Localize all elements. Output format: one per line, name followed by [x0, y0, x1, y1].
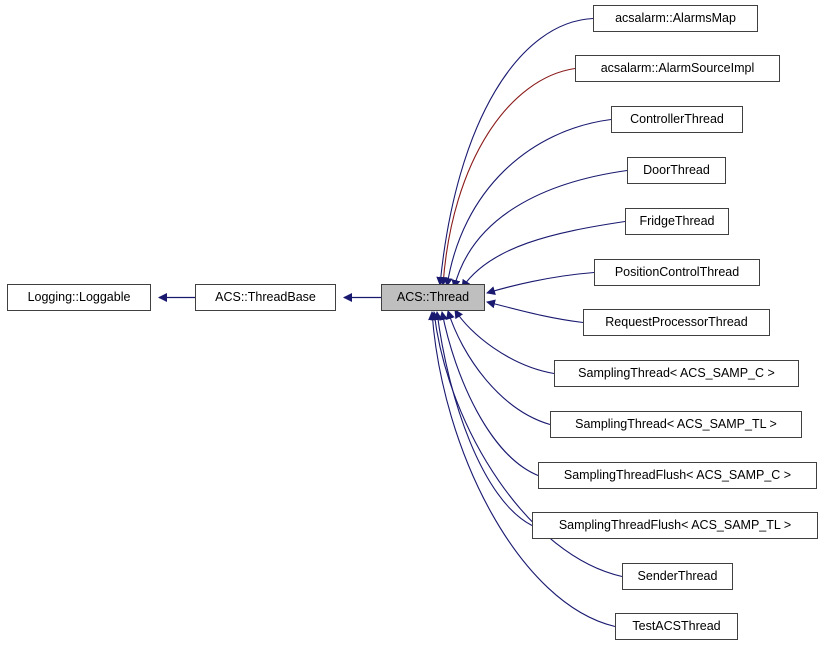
edge-controllerthread-thread [447, 120, 611, 287]
node-label: SamplingThread< ACS_SAMP_C > [578, 366, 775, 381]
edge-samplingthread-c-thread [455, 310, 554, 374]
node-label: acsalarm::AlarmSourceImpl [600, 61, 755, 76]
node-label: ControllerThread [630, 112, 724, 127]
edge-requestprocessorthread-thread [487, 302, 583, 323]
node-label: RequestProcessorThread [605, 315, 748, 330]
node-fridgethread[interactable] [625, 208, 729, 235]
node-controllerthread[interactable] [611, 106, 743, 133]
node-samplingthreadflush-acs-samp-c[interactable] [538, 462, 817, 489]
node-label: Logging::Loggable [27, 290, 131, 305]
node-label: SamplingThreadFlush< ACS_SAMP_C > [563, 468, 792, 483]
edge-alarmsourceimpl-thread [443, 69, 575, 286]
node-samplingthreadflush-acs-samp-tl[interactable] [532, 512, 818, 539]
edge-samplingthreadflush-tl-thread [437, 312, 532, 526]
node-label: PositionControlThread [614, 265, 740, 280]
node-senderthread[interactable] [622, 563, 733, 590]
node-acsalarm-alarmsourceimpl[interactable] [575, 55, 780, 82]
edge-samplingthread-tl-thread [448, 311, 550, 425]
node-label: FridgeThread [639, 214, 715, 229]
node-requestprocessorthread[interactable] [583, 309, 770, 336]
node-logging-loggable[interactable] [7, 284, 151, 311]
node-label: ACS::ThreadBase [215, 290, 316, 305]
node-testacsthread[interactable] [615, 613, 738, 640]
node-positioncontrolthread[interactable] [594, 259, 760, 286]
node-label: TestACSThread [632, 619, 721, 634]
edge-alarmsmap-thread [440, 19, 593, 286]
node-acs-thread[interactable] [381, 284, 485, 311]
node-label: SenderThread [637, 569, 718, 584]
node-label: SamplingThread< ACS_SAMP_TL > [575, 417, 777, 432]
node-doorthread[interactable] [627, 157, 726, 184]
node-label: acsalarm::AlarmsMap [615, 11, 736, 26]
node-label: ACS::Thread [396, 290, 470, 305]
node-samplingthread-acs-samp-tl[interactable] [550, 411, 802, 438]
node-label: DoorThread [643, 163, 710, 178]
node-label: SamplingThreadFlush< ACS_SAMP_TL > [558, 518, 792, 533]
node-acsalarm-alarmsmap[interactable] [593, 5, 758, 32]
node-samplingthread-acs-samp-c[interactable] [554, 360, 799, 387]
node-acs-threadbase[interactable] [195, 284, 336, 311]
edge-positioncontrolthread-thread [487, 273, 594, 294]
edge-samplingthreadflush-c-thread [442, 312, 538, 476]
